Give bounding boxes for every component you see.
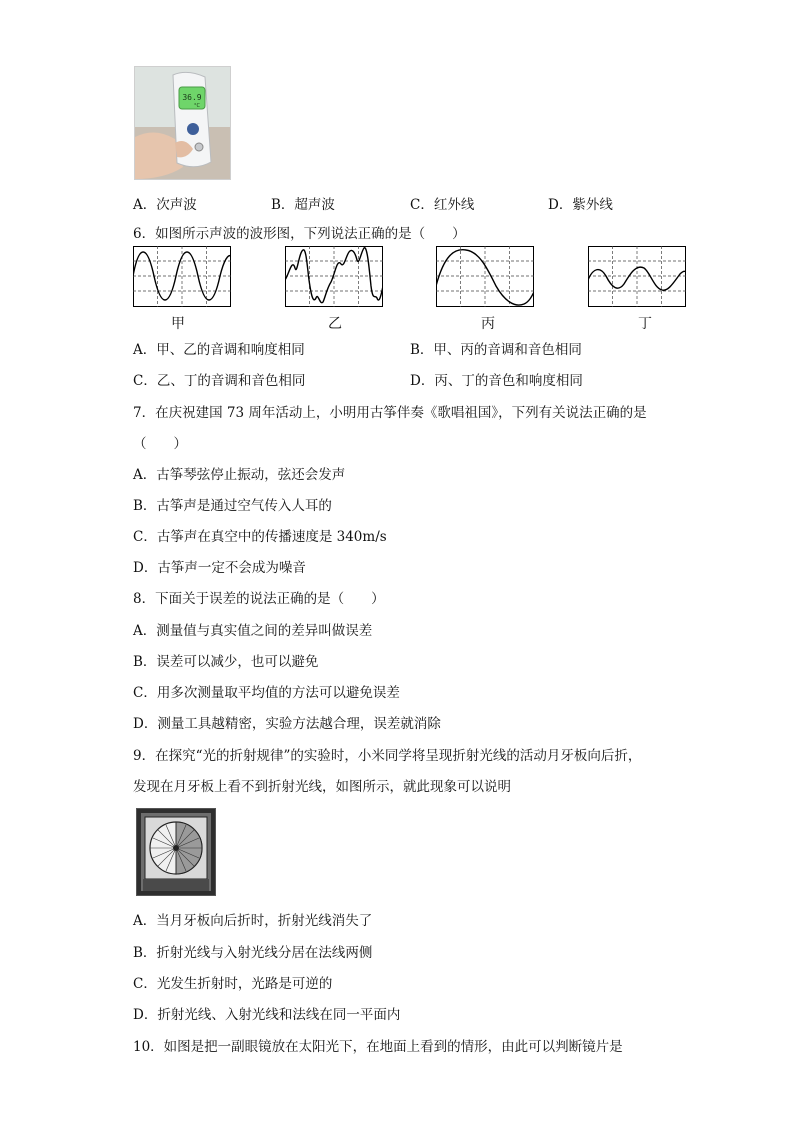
q8-stem: 8．下面关于误差的说法正确的是（ ） [133, 591, 385, 607]
q5-option-c: C．红外线 [410, 197, 475, 213]
wave-graph-yi [285, 246, 383, 307]
q8-option-d: D．测量工具越精密，实验方法越合理，误差就消除 [133, 716, 441, 732]
thermometer-photo [134, 66, 231, 180]
wave-graph-ding [588, 246, 686, 307]
q9-option-c: C．光发生折射时，光路是可逆的 [133, 976, 333, 992]
q9-option-b: B．折射光线与入射光线分居在法线两侧 [133, 945, 373, 961]
q6-option-a: A．甲、乙的音调和响度相同 [133, 342, 305, 358]
q7-stem-line2: （ ） [133, 436, 187, 452]
q5-option-a: A．次声波 [133, 197, 197, 213]
wave-label-bing: 丙 [481, 316, 495, 332]
q7-stem-line1: 7．在庆祝建国 73 周年活动上，小明用古筝伴奏《歌唱祖国》，下列有关说法正确的是 [133, 405, 647, 421]
thermometer-reading: 36.9 [182, 93, 202, 102]
q6-option-d: D．丙、丁的音色和响度相同 [410, 373, 583, 389]
wave-label-yi: 乙 [328, 316, 342, 332]
q7-option-d: D．古筝声一定不会成为噪音 [133, 560, 306, 576]
q10-stem-line1: 10．如图是把一副眼镜放在太阳光下，在地面上看到的情形，由此可以判断镜片是 [133, 1039, 623, 1055]
q8-option-c: C．用多次测量取平均值的方法可以避免误差 [133, 685, 400, 701]
wave-label-jia: 甲 [171, 316, 185, 332]
q9-option-a: A．当月牙板向后折时，折射光线消失了 [133, 913, 373, 929]
q6-option-c: C．乙、丁的音调和音色相同 [133, 373, 306, 389]
q9-option-d: D．折射光线、入射光线和法线在同一平面内 [133, 1007, 401, 1023]
refraction-board-photo [136, 808, 216, 896]
q6-stem: 6．如图所示声波的波形图，下列说法正确的是（ ） [133, 226, 466, 242]
q8-option-a: A．测量值与真实值之间的差异叫做误差 [133, 623, 373, 639]
thermometer-unit: °C [194, 103, 200, 109]
wave-graph-bing [436, 246, 534, 307]
q8-option-b: B．误差可以减少，也可以避免 [133, 654, 319, 670]
q9-stem-line1: 9．在探究“光的折射规律”的实验时，小米同学将呈现折射光线的活动月牙板向后折， [133, 748, 642, 764]
q9-stem-line2: 发现在月牙板上看不到折射光线，如图所示，就此现象可以说明 [133, 779, 511, 795]
q6-option-b: B．甲、丙的音调和音色相同 [410, 342, 582, 358]
q5-option-d: D．紫外线 [548, 197, 613, 213]
wave-graph-jia [133, 246, 231, 307]
q7-option-a: A．古筝琴弦停止振动，弦还会发声 [133, 467, 346, 483]
q7-option-c: C．古筝声在真空中的传播速度是 340m/s [133, 529, 387, 545]
wave-label-ding: 丁 [638, 316, 652, 332]
q7-option-b: B．古筝声是通过空气传入人耳的 [133, 498, 332, 514]
q5-option-b: B．超声波 [271, 197, 335, 213]
